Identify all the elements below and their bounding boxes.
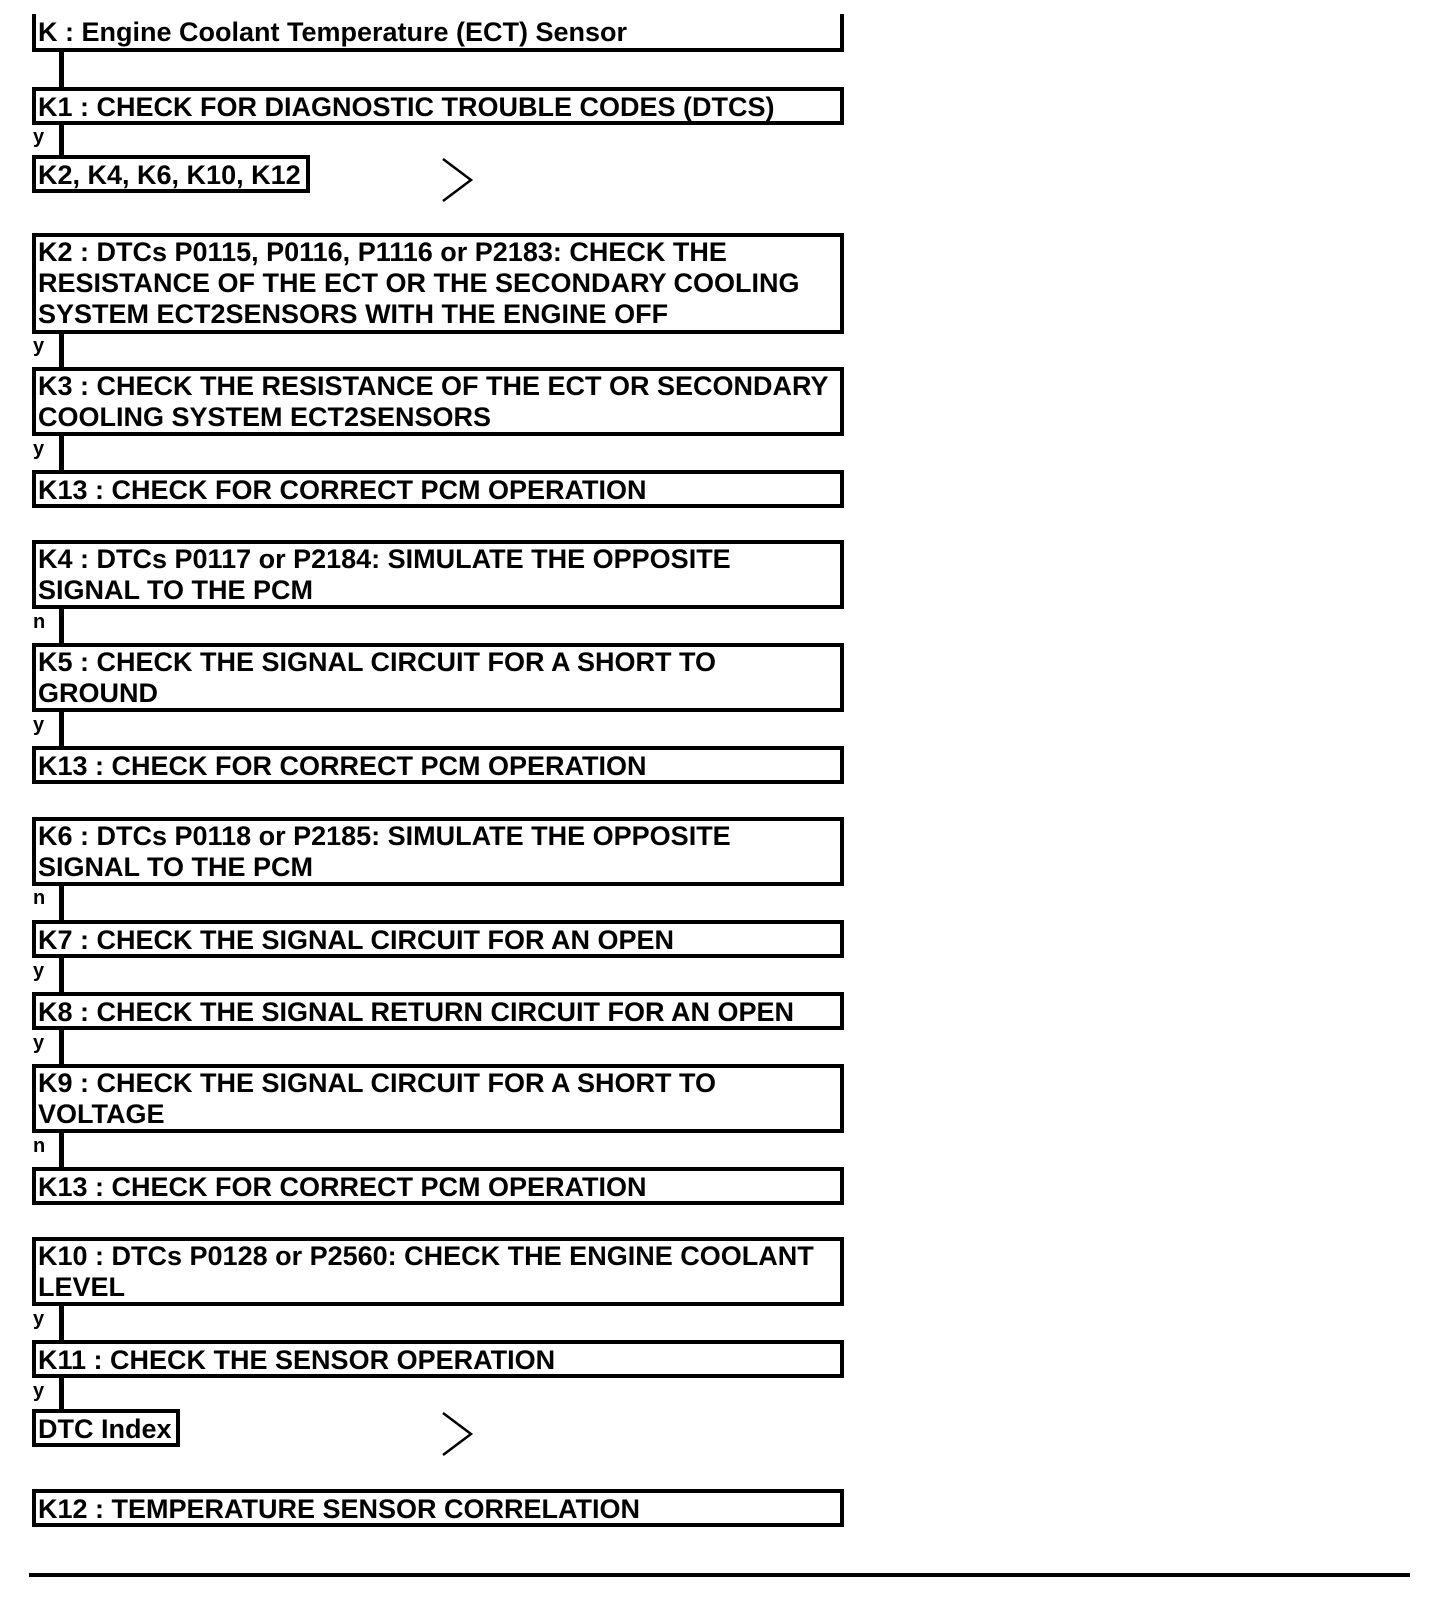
branch-targets[interactable]: K2, K4, K6, K10, K12 (32, 155, 310, 193)
chevron-right-icon[interactable] (440, 157, 474, 203)
edge-label: y (33, 126, 45, 148)
connector-line (59, 712, 64, 747)
edge-label: y (33, 1380, 45, 1402)
step-k10: K10 : DTCs P0128 or P2560: CHECK THE ENGINE COOLANT LEVEL (32, 1237, 844, 1306)
divider (29, 1573, 1410, 1577)
step-k11: K11 : CHECK THE SENSOR OPERATION (32, 1340, 844, 1378)
connector-line (59, 334, 64, 368)
step-k6: K6 : DTCs P0118 or P2185: SIMULATE THE OPPOSITE SIGNAL TO THE PCM (32, 817, 844, 886)
edge-label: y (33, 1032, 45, 1054)
connector-line (59, 1030, 64, 1065)
connector-line (59, 1133, 64, 1168)
connector-line (59, 609, 64, 644)
edge-label: n (33, 1135, 46, 1157)
step-k5: K5 : CHECK THE SIGNAL CIRCUIT FOR A SHORT TO GROUND (32, 643, 844, 712)
chevron-right-icon[interactable] (440, 1411, 474, 1457)
step-k13: K13 : CHECK FOR CORRECT PCM OPERATION (32, 746, 844, 784)
edge-label: y (33, 960, 45, 982)
step-k1: K1 : CHECK FOR DIAGNOSTIC TROUBLE CODES (DTCS) (32, 87, 844, 125)
connector-line (59, 52, 64, 88)
edge-label: n (33, 887, 46, 909)
step-k13: K13 : CHECK FOR CORRECT PCM OPERATION (32, 1167, 844, 1205)
edge-label: n (33, 611, 46, 633)
step-k8: K8 : CHECK THE SIGNAL RETURN CIRCUIT FOR AN OPEN (32, 992, 844, 1030)
connector-line (59, 1306, 64, 1341)
connector-line (59, 886, 64, 921)
connector-line (59, 436, 64, 471)
flowchart-title: K : Engine Coolant Temperature (ECT) Sensor (32, 14, 844, 52)
step-k12: K12 : TEMPERATURE SENSOR CORRELATION (32, 1489, 844, 1527)
edge-label: y (33, 438, 45, 460)
step-k3: K3 : CHECK THE RESISTANCE OF THE ECT OR SECONDARY COOLING SYSTEM ECT2SENSORS (32, 367, 844, 436)
connector-line (59, 125, 64, 157)
step-k7: K7 : CHECK THE SIGNAL CIRCUIT FOR AN OPEN (32, 920, 844, 958)
step-k9: K9 : CHECK THE SIGNAL CIRCUIT FOR A SHORT TO VOLTAGE (32, 1064, 844, 1133)
edge-label: y (33, 335, 45, 357)
step-k2: K2 : DTCs P0115, P0116, P1116 or P2183: CHECK THE RESISTANCE OF THE ECT OR THE SECONDARY COOLING SYSTEM ECT2SENSORS WITH THE ENGINE OFF (32, 233, 844, 334)
dtc-index-link[interactable]: DTC Index (32, 1409, 180, 1447)
connector-line (59, 958, 64, 993)
step-k4: K4 : DTCs P0117 or P2184: SIMULATE THE OPPOSITE SIGNAL TO THE PCM (32, 540, 844, 609)
connector-line (59, 1378, 64, 1411)
step-k13: K13 : CHECK FOR CORRECT PCM OPERATION (32, 470, 844, 508)
edge-label: y (33, 714, 45, 736)
edge-label: y (33, 1308, 45, 1330)
